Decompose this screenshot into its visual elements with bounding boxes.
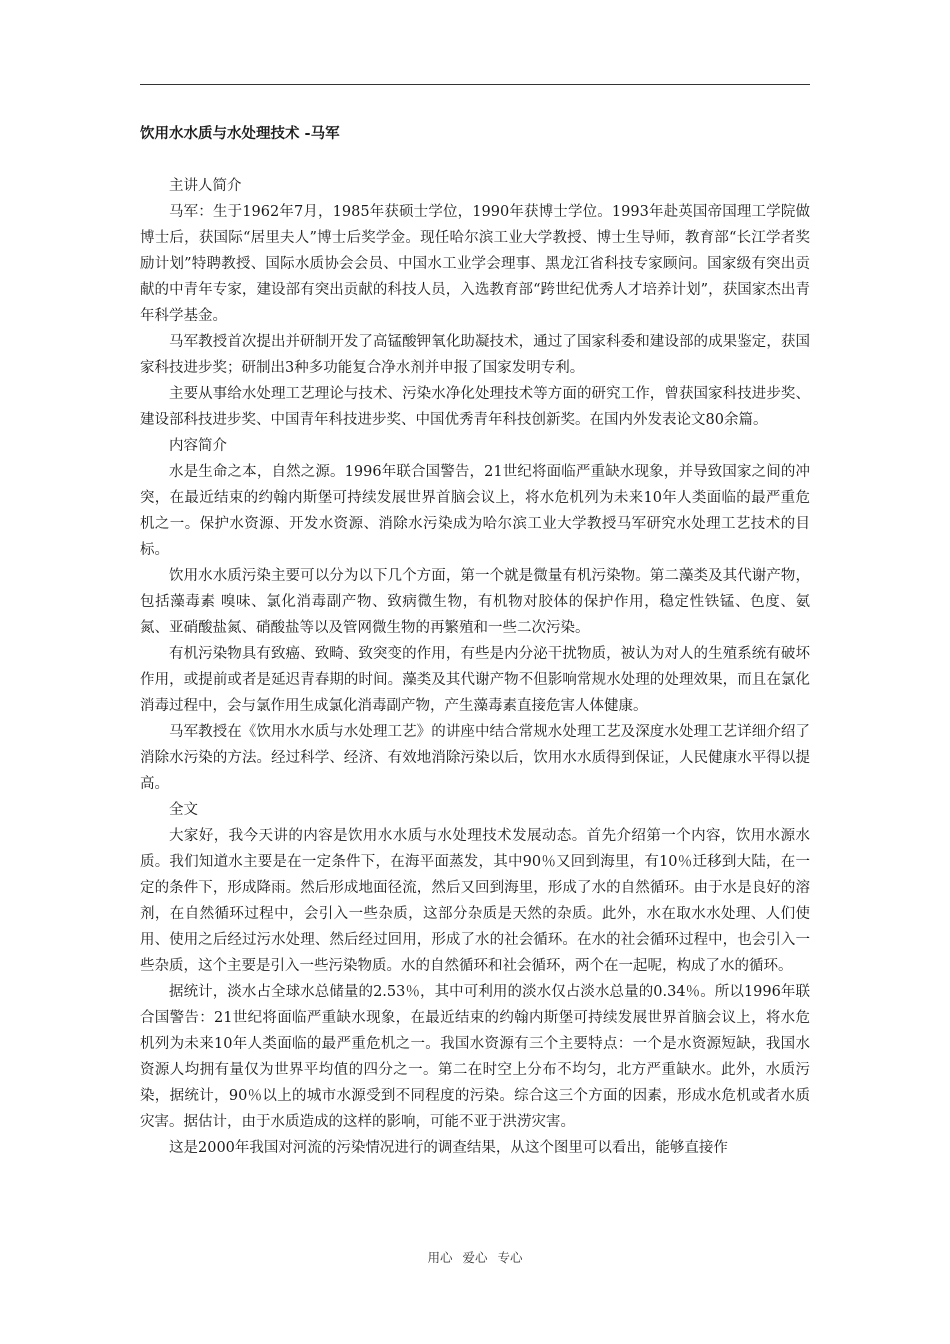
paragraph: 马军教授在《饮用水水质与水处理工艺》的讲座中结合常规水处理工艺及深度水处理工艺详细介绍了消除水污染的方法。经过科学、经济、有效地消除污染以后，饮用水水质得到保证，人民健康水平得以提高。 [140,724,810,792]
paragraph: 据统计，淡水占全球水总储量的2.53％，其中可利用的淡水仅占淡水总量的0.34％。所以1996年联合国警告：21世纪将面临严重缺水现象，在最近结束的约翰内斯堡可持续发展世界首脑会议上，将水危机列为未来10年人类面临的最严重危机之一。我国水资源有三个主要特点：一个是水资源短缺，我国水资源人均拥有量仅为世界平均值的四分之一。第二在时空上分布不均匀，北方严重缺水。此外，水质污染，据统计，90％以上的城市水源受到不同程度的污染。综合这三个方面的因素，形成水危机或者水质灾害。据估计，由于水质造成的这样的影响，可能不亚于洪涝灾害。 [140,984,810,1130]
paragraph: 马军：生于1962年7月，1985年获硕士学位，1990年获博士学位。1993年赴英国帝国理工学院做博士后，获国际“居里夫人”博士后奖学金。现任哈尔滨工业大学教授、博士生导师，教育部“长江学者奖励计划”特聘教授、国际水质协会会员、中国水工业学会理事、黑龙江省科技专家顾问。国家级有突出贡献的中青年专家，建设部有突出贡献的科技人员，入选教育部“跨世纪优秀人才培养计划”，获国家杰出青年科学基金。 [140,204,810,324]
paragraph: 水是生命之本，自然之源。1996年联合国警告，21世纪将面临严重缺水现象，并导致国家之间的冲突，在最近结束的约翰内斯堡可持续发展世界首脑会议上，将水危机列为未来10年人类面临的最严重危机之一。保护水资源、开发水资源、消除水污染成为哈尔滨工业大学教授马军研究水处理工艺技术的目标。 [140,464,810,558]
paragraph: 马军教授首次提出并研制开发了高锰酸钾氧化助凝技术，通过了国家科委和建设部的成果鉴定，获国家科技进步奖；研制出3种多功能复合净水剂并申报了国家发明专利。 [140,334,810,376]
paragraph: 饮用水水质污染主要可以分为以下几个方面，第一个就是微量有机污染物。第二藻类及其代谢产物，包括藻毒素 嗅味、氯化消毒副产物、致病微生物，有机物对胶体的保护作用，稳定性铁锰、色度、氨氮、亚硝酸盐氮、硝酸盐等以及管网微生物的再繁殖和一些二次污染。 [140,568,810,636]
paragraph: 大家好，我今天讲的内容是饮用水水质与水处理技术发展动态。首先介绍第一个内容，饮用水源水质。我们知道水主要是在一定条件下，在海平面蒸发，其中90％又回到海里，有10％迁移到大陆，在一定的条件下，形成降雨。然后形成地面径流，然后又回到海里，形成了水的自然循环。由于水是良好的溶剂，在自然循环过程中，会引入一些杂质，这部分杂质是天然的杂质。此外，水在取水水处理、人们使用、使用之后经过污水处理、然后经过回用，形成了水的社会循环。在水的社会循环过程中，也会引入一些杂质，这个主要是引入一些污染物质。水的自然循环和社会循环，两个在一起呢，构成了水的循环。 [140,828,810,974]
document-title: 饮用水水质与水处理技术 -马军 [140,125,340,142]
document-body [140,173,810,1161]
section-heading-full-text: 全文 [169,802,198,818]
page-footer: 用心 爱心 专心 [427,1250,523,1265]
section-heading-speaker-intro: 主讲人简介 [169,178,242,194]
paragraph: 这是2000年我国对河流的污染情况进行的调查结果，从这个图里可以看出，能够直接作 [169,1140,728,1156]
section-heading-content-intro: 内容简介 [169,438,227,454]
paragraph: 有机污染物具有致癌、致畸、致突变的作用，有些是内分泌干扰物质，被认为对人的生殖系统有破坏作用，或提前或者是延迟青春期的时间。藻类及其代谢产物不但影响常规水处理的处理效果，而且在氯化消毒过程中，会与氯作用生成氯化消毒副产物，产生藻毒素直接危害人体健康。 [140,646,810,714]
paragraph: 主要从事给水处理工艺理论与技术、污染水净化处理技术等方面的研究工作，曾获国家科技进步奖、建设部科技进步奖、中国青年科技进步奖、中国优秀青年科技创新奖。在国内外发表论文80余篇。 [140,386,810,428]
header-rule [140,84,810,85]
